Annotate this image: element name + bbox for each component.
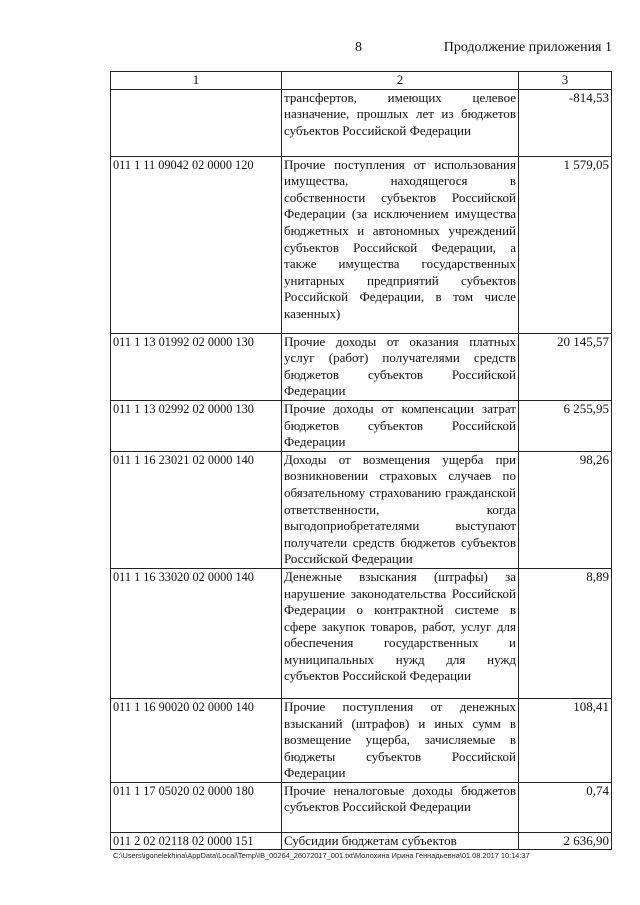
row-amount: 8,89 xyxy=(519,568,612,698)
row-amount: 6 255,95 xyxy=(519,400,612,451)
row-amount: 1 579,05 xyxy=(519,156,612,333)
column-number: 3 xyxy=(519,72,612,90)
row-amount: 108,41 xyxy=(519,698,612,782)
budget-code xyxy=(111,89,282,156)
row-amount: 98,26 xyxy=(519,451,612,568)
row-amount: 20 145,57 xyxy=(519,333,612,400)
budget-code: 011 1 16 23021 02 0000 140 xyxy=(111,451,282,568)
row-description: Прочие доходы от компенсации затрат бюджетов субъектов Российской Федерации xyxy=(282,400,519,451)
budget-code: 011 1 11 09042 02 0000 120 xyxy=(111,156,282,333)
row-description: Прочие поступления от денежных взысканий (штрафов) и иных сумм в возмещение ущерба, зачисляемые в бюджеты субъектов Российской Федерации xyxy=(282,698,519,782)
continuation-label: Продолжение приложения 1 xyxy=(443,40,612,55)
row-description: трансфертов, имеющих целевое назначение, прошлых лет из бюджетов субъектов Российской Федерации xyxy=(282,89,519,156)
table-row xyxy=(111,451,612,568)
row-description: Субсидии бюджетам субъектов xyxy=(282,832,519,850)
budget-code: 011 1 13 02992 02 0000 130 xyxy=(111,400,282,451)
budget-code: 011 2 02 02118 02 0000 151 xyxy=(111,832,282,850)
table-row xyxy=(111,89,612,156)
table-row xyxy=(111,400,612,451)
budget-code: 011 1 13 01992 02 0000 130 xyxy=(111,333,282,400)
budget-code: 011 1 17 05020 02 0000 180 xyxy=(111,782,282,832)
table-row xyxy=(111,333,612,400)
row-description: Доходы от возмещения ущерба при возникновении страховых случаев по обязательному страхованию гражданской ответственности, когда выгодоприобретателями выступают получатели средств бюджетов субъектов Российской Федерации xyxy=(282,451,519,568)
page-number: 8 xyxy=(355,40,362,55)
column-number: 1 xyxy=(111,72,282,90)
row-description: Прочие неналоговые доходы бюджетов субъектов Российской Федерации xyxy=(282,782,519,832)
file-path-footer: C:\Users\igonelekhina\AppData\Local\Temp\IB_00264_26072017_001.txt\Молохина Ирина Геннадьевна\01.08.2017 10:14:37 xyxy=(113,851,530,860)
table-row xyxy=(111,698,612,782)
table-row xyxy=(111,782,612,832)
revenue-table xyxy=(110,71,612,850)
column-number: 2 xyxy=(282,72,519,90)
table-row xyxy=(111,568,612,698)
column-number-row xyxy=(111,72,612,90)
row-description: Прочие доходы от оказания платных услуг (работ) получателями средств бюджетов субъектов Российской Федерации xyxy=(282,333,519,400)
table-row xyxy=(111,832,612,850)
budget-code: 011 1 16 90020 02 0000 140 xyxy=(111,698,282,782)
budget-code: 011 1 16 33020 02 0000 140 xyxy=(111,568,282,698)
row-amount: 0,74 xyxy=(519,782,612,832)
row-amount: 2 636,90 xyxy=(519,832,612,850)
row-description: Прочие поступления от использования имущества, находящегося в собственности субъектов Российской Федерации (за исключением имущества бюджетных и автономных учреждений субъектов Российской Федерации, а также имущества государственных унитарных предприятий субъектов Российской Федерации, в том числе казенных) xyxy=(282,156,519,333)
table-row xyxy=(111,156,612,333)
row-amount: -814,53 xyxy=(519,89,612,156)
row-description: Денежные взыскания (штрафы) за нарушение законодательства Российской Федерации о контрактной системе в сфере закупок товаров, работ, услуг для обеспечения государственных и муниципальных нужд для нужд субъектов Российской Федерации xyxy=(282,568,519,698)
